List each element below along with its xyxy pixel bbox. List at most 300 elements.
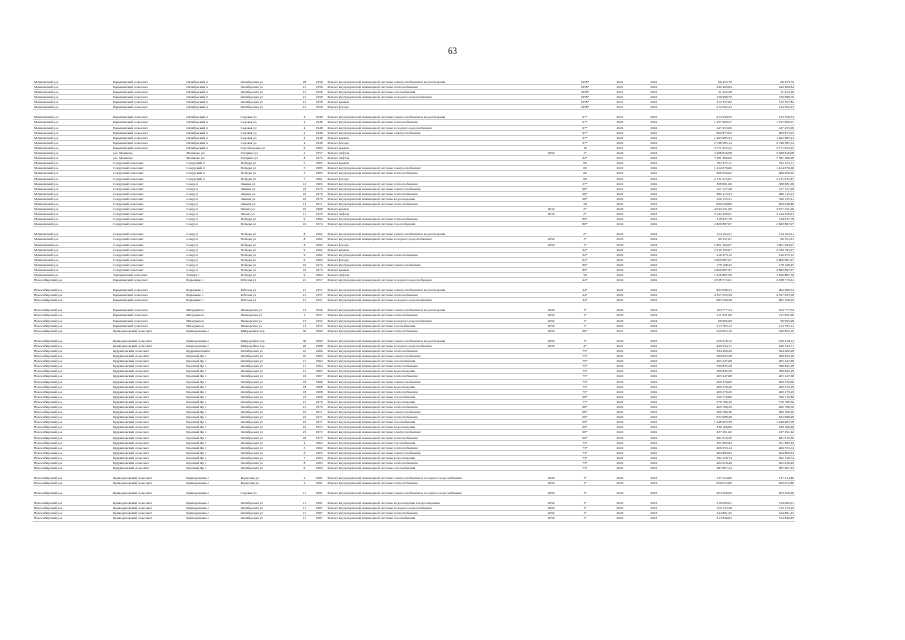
plan-start-year-cell: 2022: [603, 415, 637, 420]
col-b-cell: 44*: [567, 293, 603, 298]
locality-cell: Криводановка с: [185, 496, 239, 506]
street-cell: Октябрьская ул: [240, 415, 298, 420]
house-cell: 4: [297, 125, 312, 130]
plan-end-year-cell: 2022: [637, 445, 671, 450]
district-cell: Мошковский р-н: [33, 222, 112, 227]
cost-total-cell: 312 357,82: [671, 100, 733, 105]
district-cell: Новосибирский р-н: [33, 506, 112, 511]
col-b-cell: 1958*: [567, 85, 603, 90]
cost-total-cell: 127 127,28: [671, 186, 733, 191]
plan-end-year-cell: 2022: [637, 262, 671, 267]
locality-cell: Мичурина п: [185, 323, 239, 328]
district-cell: Мошковский р-н: [33, 217, 112, 222]
settlement-cell: Кудряшовский сельсовет: [112, 348, 185, 353]
street-cell: Чехова ул: [240, 207, 298, 212]
settlement-cell: Барышевский сельсовет: [112, 323, 185, 328]
plan-end-year-cell: 2022: [637, 176, 671, 181]
plan-end-year-cell: 2023: [637, 207, 671, 212]
plan-start-year-cell: 2022: [603, 379, 637, 384]
street-cell: Садовая ул: [240, 135, 298, 140]
settlement-cell: Криводановский сельсовет: [112, 516, 185, 521]
work-type-cell: Ремонт внутридомовой инженерной системы теплоснабжения: [326, 364, 535, 369]
district-cell: Новосибирский р-н: [33, 404, 112, 409]
col-b-cell: 92*: [567, 252, 603, 257]
work-type-cell: Ремонт крыши: [326, 161, 535, 166]
work-type-cell: Ремонт внутридомовой инженерной системы водоотведения и водоотведения: [326, 496, 535, 506]
settlement-cell: Барышевский сельсовет: [112, 125, 185, 130]
settlement-cell: Кудряшовский сельсовет: [112, 394, 185, 399]
plan-start-year-cell: 2023: [603, 486, 637, 496]
plan-start-year-cell: 2023: [603, 318, 637, 323]
locality-cell: Кудряшовский п: [185, 348, 239, 353]
plan-start-year-cell: 2021: [603, 100, 637, 105]
cost-total-cell: 226 418,12: [671, 333, 733, 343]
col-b-cell: 75*: [567, 359, 603, 364]
cost-fund-cell: 404 800,03: [733, 450, 795, 455]
plan-start-year-cell: 2021: [603, 343, 637, 348]
house-cell: 10: [297, 196, 312, 201]
plan-start-year-cell: 2023: [603, 506, 637, 511]
locality-cell: Барышево с: [185, 278, 239, 283]
year-cell: 1987: [312, 516, 327, 521]
col-b-cell: 1958*: [567, 105, 603, 110]
settlement-cell: Барышевский сельсовет: [112, 303, 185, 313]
district-cell: Новосибирский р-н: [33, 369, 112, 374]
street-cell: Пионерская ул: [240, 318, 298, 323]
cost-total-cell: 4 357 633,58: [671, 293, 733, 298]
locality-cell: Красный Яр с: [185, 425, 239, 430]
house-cell: 4: [297, 110, 312, 120]
cost-fund-cell: 632 998,48: [733, 415, 795, 420]
district-cell: Новосибирский р-н: [33, 318, 112, 323]
settlement-cell: Барышевский сельсовет: [112, 278, 185, 283]
year-cell: 1962: [312, 257, 327, 262]
work-type-cell: Ремонт внутридомовой инженерной системы теплоснабжения: [326, 191, 535, 196]
cost-total-cell: 3 771 025,22: [671, 145, 733, 150]
plan-end-year-cell: 2024: [637, 313, 671, 318]
plan-end-year-cell: 2022: [637, 348, 671, 353]
cost-total-cell: 820 049,86: [671, 201, 733, 206]
locality-cell: Сокурский п: [185, 176, 239, 181]
cost-fund-cell: 2 038 715,61: [733, 278, 795, 283]
cost-fund-cell: 312 357,82: [733, 100, 795, 105]
plan-start-year-cell: 2022: [603, 176, 637, 181]
table-row: [33, 75, 795, 85]
col-a-cell: 2050: [535, 471, 567, 481]
year-cell: 1957: [312, 283, 327, 293]
street-cell: Победы ул: [240, 217, 298, 222]
street-cell: Октябрьская ул: [240, 389, 298, 394]
locality-cell: Октябрьский п: [185, 120, 239, 125]
locality-cell: Красный Яр с: [185, 379, 239, 384]
locality-cell: Мошково рп: [185, 156, 239, 161]
cost-fund-cell: 66 995,08: [733, 318, 795, 323]
col-b-cell: 1*: [567, 496, 603, 506]
house-cell: 5: [297, 171, 312, 176]
col-b-cell: 2*: [567, 207, 603, 212]
plan-end-year-cell: 2022: [637, 156, 671, 161]
cost-total-cell: 203 456,00: [671, 486, 733, 496]
district-cell: Новосибирский р-н: [33, 450, 112, 455]
house-cell: 2: [297, 151, 312, 156]
col-a-cell: 2050: [535, 303, 567, 313]
col-b-cell: 44*: [567, 283, 603, 293]
street-cell: Октябрьская ул: [240, 399, 298, 404]
settlement-cell: Барышевский сельсовет: [112, 130, 185, 135]
district-cell: Новосибирский р-н: [33, 496, 112, 506]
plan-end-year-cell: 2022: [637, 100, 671, 105]
house-cell: 30: [297, 333, 312, 343]
cost-fund-cell: 308 681,06: [733, 181, 795, 186]
settlement-cell: Сокурский сельсовет: [112, 196, 185, 201]
year-cell: 1964: [312, 364, 327, 369]
cost-total-cell: 213 765,12: [671, 323, 733, 328]
col-b-cell: 2*: [567, 227, 603, 237]
plan-end-year-cell: 2024: [637, 303, 671, 313]
work-type-cell: Ремонт внутридомовой инженерной системы электроснабжения: [326, 410, 535, 415]
work-type-cell: Ремонт внутридомовой инженерной системы теплоснабжения: [326, 217, 535, 222]
cost-total-cell: 2 131 015,67: [671, 176, 733, 181]
cost-fund-cell: 576 796,39: [733, 399, 795, 404]
district-cell: Мошковский р-н: [33, 247, 112, 252]
plan-end-year-cell: 2022: [637, 450, 671, 455]
house-cell: 2: [297, 471, 312, 481]
work-type-cell: Ремонт лифтов: [326, 156, 535, 161]
district-cell: Мошковский р-н: [33, 145, 112, 150]
settlement-cell: р.п. Мошково: [112, 151, 185, 156]
work-type-cell: Ремонт внутридомовой инженерной системы водоотведения: [326, 196, 535, 201]
cost-total-cell: 437 291,62: [671, 430, 733, 435]
work-type-cell: Ремонт внутридомовой инженерной системы электроснабжения и холодного водоснабжения: [326, 486, 535, 496]
col-b-cell: 92*: [567, 156, 603, 161]
plan-start-year-cell: 2022: [603, 348, 637, 353]
col-b-cell: 73*: [567, 461, 603, 466]
street-cell: Садовая ул: [240, 120, 298, 125]
street-cell: Микрорайон тер: [240, 343, 298, 348]
work-type-cell: Ремонт внутридомовой инженерной системы теплоснабжения: [326, 511, 535, 516]
settlement-cell: Кудряшовский сельсовет: [112, 450, 185, 455]
locality-cell: Ташара с: [185, 273, 239, 278]
cost-fund-cell: 127 127,28: [733, 186, 795, 191]
district-cell: Мошковский р-н: [33, 252, 112, 257]
locality-cell: Красный Яр с: [185, 461, 239, 466]
col-a-cell: 2019: [535, 207, 567, 212]
col-b-cell: 1*: [567, 333, 603, 343]
col-b-cell: 27*: [567, 181, 603, 186]
work-type-cell: Ремонт крыши: [326, 247, 535, 252]
cost-total-cell: 404 800,03: [671, 450, 733, 455]
cost-total-cell: 609 875,03: [671, 130, 733, 135]
cost-fund-cell: 519 000,01: [733, 496, 795, 506]
locality-cell: Красный Яр с: [185, 466, 239, 471]
year-cell: 1981: [312, 481, 327, 486]
locality-cell: Октябрьский п: [185, 125, 239, 130]
street-cell: Гагарина ул: [240, 151, 298, 156]
street-cell: Гагарина ул: [240, 156, 298, 161]
col-b-cell: 75*: [567, 374, 603, 379]
plan-end-year-cell: 2022: [637, 217, 671, 222]
year-cell: 1987: [312, 511, 327, 516]
cost-fund-cell: 214 502,43: [733, 105, 795, 110]
house-cell: 11: [297, 511, 312, 516]
work-type-cell: Ремонт внутридомовой инженерной системы теплоснабжения: [326, 374, 535, 379]
street-cell: Рабочая ул: [240, 298, 298, 303]
col-a-cell: 2050: [535, 237, 567, 242]
cost-fund-cell: 313 846,65: [733, 516, 795, 521]
district-cell: Новосибирский р-н: [33, 425, 112, 430]
cost-fund-cell: 156 998,70: [733, 95, 795, 100]
house-cell: 8: [297, 461, 312, 466]
cost-total-cell: 156 998,70: [671, 95, 733, 100]
settlement-cell: Кудряшовский сельсовет: [112, 445, 185, 450]
cost-total-cell: 2 600 897,97: [671, 268, 733, 273]
locality-cell: Криводановка с: [185, 333, 239, 343]
cost-fund-cell: 31 452,28: [733, 90, 795, 95]
cost-fund-cell: 405 247,68: [733, 374, 795, 379]
cost-fund-cell: 400 379,69: [733, 379, 795, 384]
house-cell: 26: [297, 435, 312, 440]
plan-start-year-cell: 2022: [603, 135, 637, 140]
street-cell: Победы ул: [240, 257, 298, 262]
work-type-cell: Ремонт внутридомовой инженерной системы теплоснабжения: [326, 389, 535, 394]
page-number: 63: [448, 46, 457, 56]
plan-start-year-cell: 2021: [603, 156, 637, 161]
work-type-cell: Ремонт внутридомовой инженерной системы водоотведения: [326, 455, 535, 460]
street-cell: Победы ул: [240, 171, 298, 176]
street-cell: Октябрьская ул: [240, 404, 298, 409]
col-a-cell: 2050: [535, 343, 567, 348]
house-cell: 25: [297, 430, 312, 435]
year-cell: 1971: [312, 420, 327, 425]
year-cell: 1970: [312, 186, 327, 191]
col-b-cell: 97*: [567, 120, 603, 125]
cost-fund-cell: 154 104,21: [733, 227, 795, 237]
cost-fund-cell: 400 279,29: [733, 384, 795, 389]
cost-total-cell: 1 337 900,27: [671, 120, 733, 125]
house-cell: 4: [297, 120, 312, 125]
plan-start-year-cell: 2022: [603, 461, 637, 466]
cost-fund-cell: 399 845,28: [733, 369, 795, 374]
locality-cell: Сокур п: [185, 237, 239, 242]
settlement-cell: Барышевский сельсовет: [112, 90, 185, 95]
table-row: [33, 283, 795, 293]
settlement-cell: Сокурский сельсовет: [112, 161, 185, 166]
settlement-cell: Кудряшовский сельсовет: [112, 420, 185, 425]
cost-total-cell: 104 777,54: [671, 303, 733, 313]
house-cell: 8: [297, 237, 312, 242]
cost-fund-cell: 609 875,03: [733, 130, 795, 135]
cost-total-cell: 405 247,68: [671, 374, 733, 379]
street-cell: Победы ул: [240, 242, 298, 247]
plan-start-year-cell: 2022: [603, 161, 637, 166]
plan-end-year-cell: 2022: [637, 135, 671, 140]
col-b-cell: 1958*: [567, 95, 603, 100]
cost-fund-cell: 606 956,02: [733, 171, 795, 176]
district-cell: Новосибирский р-н: [33, 430, 112, 435]
work-type-cell: Ремонт фасада: [326, 140, 535, 145]
settlement-cell: Кудряшовский сельсовет: [112, 379, 185, 384]
cost-fund-cell: 1 414 076,66: [733, 166, 795, 171]
plan-end-year-cell: 2022: [637, 252, 671, 257]
year-cell: 1981: [312, 486, 327, 496]
plan-start-year-cell: 2023: [603, 471, 637, 481]
plan-end-year-cell: 2022: [637, 268, 671, 273]
settlement-cell: Кудряшовский сельсовет: [112, 369, 185, 374]
district-cell: Новосибирский р-н: [33, 303, 112, 313]
cost-total-cell: 3 144 456,91: [671, 212, 733, 217]
plan-end-year-cell: 2022: [637, 120, 671, 125]
plan-end-year-cell: 2022: [637, 359, 671, 364]
work-type-cell: Ремонт фасада: [326, 105, 535, 110]
plan-start-year-cell: 2022: [603, 217, 637, 222]
cost-fund-cell: 2 748 585,14: [733, 140, 795, 145]
cost-fund-cell: 620 072,80: [733, 481, 795, 486]
district-cell: Новосибирский р-н: [33, 313, 112, 318]
house-cell: 9: [297, 217, 312, 222]
house-cell: 5: [297, 161, 312, 166]
district-cell: Новосибирский р-н: [33, 293, 112, 298]
cost-fund-cell: 340 710,80: [733, 394, 795, 399]
street-cell: Рабочая ул: [240, 293, 298, 298]
col-b-cell: 75*: [567, 379, 603, 384]
plan-end-year-cell: 2023: [637, 201, 671, 206]
house-cell: 11: [297, 486, 312, 496]
district-cell: Мошковский р-н: [33, 227, 112, 237]
locality-cell: Красный Яр с: [185, 430, 239, 435]
locality-cell: Криводановка с: [185, 471, 239, 481]
col-b-cell: 1*: [567, 151, 603, 156]
settlement-cell: Сокурский сельсовет: [112, 166, 185, 171]
cost-total-cell: 247 453,00: [671, 125, 733, 130]
street-cell: Октябрьская ул: [240, 455, 298, 460]
locality-cell: Криводановка с: [185, 516, 239, 521]
settlement-cell: Криводановский сельсовет: [112, 328, 185, 333]
house-cell: 21: [297, 293, 312, 298]
table-row: [33, 496, 795, 506]
year-cell: 1956: [312, 303, 327, 313]
work-type-cell: Ремонт внутридомовой инженерной системы холодного водоснабжения: [326, 237, 535, 242]
plan-end-year-cell: 2022: [637, 354, 671, 359]
house-cell: 22: [297, 410, 312, 415]
street-cell: Садовая ул: [240, 486, 298, 496]
work-type-cell: Ремонт внутридомовой инженерной системы холодного водоснабжения: [326, 278, 535, 283]
cost-total-cell: 1 656 887,58: [671, 273, 733, 278]
district-cell: Мошковский р-н: [33, 201, 112, 206]
col-b-cell: 92*: [567, 257, 603, 262]
house-cell: 4: [297, 440, 312, 445]
col-b-cell: 56: [567, 273, 603, 278]
street-cell: Октябрьская ул: [240, 369, 298, 374]
plan-end-year-cell: 2024: [637, 323, 671, 328]
cost-fund-cell: 400 766,30: [733, 410, 795, 415]
cost-total-cell: 211 831,60: [671, 313, 733, 318]
district-cell: Новосибирский р-н: [33, 415, 112, 420]
district-cell: Новосибирский р-н: [33, 420, 112, 425]
settlement-cell: Сокурский сельсовет: [112, 191, 185, 196]
year-cell: 1981: [312, 496, 327, 506]
locality-cell: Сокурский п: [185, 171, 239, 176]
street-cell: Октябрьская ул: [240, 348, 298, 353]
plan-start-year-cell: 2022: [603, 298, 637, 303]
locality-cell: Барышево с: [185, 293, 239, 298]
settlement-cell: Криводановский сельсовет: [112, 511, 185, 516]
plan-end-year-cell: 2022: [637, 186, 671, 191]
col-a-cell: 2050: [535, 242, 567, 247]
house-cell: 2: [297, 481, 312, 486]
settlement-cell: Кудряшовский сельсовет: [112, 374, 185, 379]
street-cell: Октябрьская ул: [240, 384, 298, 389]
col-b-cell: 1*: [567, 471, 603, 481]
col-b-cell: 80*: [567, 222, 603, 227]
plan-end-year-cell: 2022: [637, 364, 671, 369]
plan-end-year-cell: 2023: [637, 212, 671, 217]
work-type-cell: Ремонт внутридомовой инженерной системы электроснабжения и водоотведения: [326, 333, 535, 343]
cost-fund-cell: 4 357 633,58: [733, 293, 795, 298]
plan-end-year-cell: 2022: [637, 298, 671, 303]
cost-fund-cell: 481 019,30: [733, 435, 795, 440]
street-cell: Октябрьская ул: [240, 420, 298, 425]
year-cell: 1970: [312, 191, 327, 196]
locality-cell: Мошково рп: [185, 151, 239, 156]
plan-start-year-cell: 2022: [603, 354, 637, 359]
work-type-cell: Ремонт внутридомовой инженерной системы электроснабжения: [326, 166, 535, 171]
year-cell: 1958: [312, 105, 327, 110]
street-cell: Октябрьская ул: [240, 425, 298, 430]
plan-end-year-cell: 2024: [637, 227, 671, 237]
work-type-cell: Ремонт внутридомовой инженерной системы теплоснабжения: [326, 328, 535, 333]
work-type-cell: Ремонт внутридомовой инженерной системы водоотведения: [326, 425, 535, 430]
plan-end-year-cell: 2022: [637, 425, 671, 430]
year-cell: 1961: [312, 176, 327, 181]
year-cell: 1948: [312, 130, 327, 135]
col-b-cell: 1*: [567, 318, 603, 323]
year-cell: 1985: [312, 166, 327, 171]
col-b-cell: 80*: [567, 268, 603, 273]
work-type-cell: Ремонт внутридомовой инженерной системы электроснабжения: [326, 450, 535, 455]
settlement-cell: Сокурский сельсовет: [112, 237, 185, 242]
district-cell: Мошковский р-н: [33, 161, 112, 166]
col-b-cell: 66*: [567, 186, 603, 191]
col-b-cell: 1*: [567, 516, 603, 521]
cost-fund-cell: 437 291,62: [733, 430, 795, 435]
cost-fund-cell: 60 351,01: [733, 237, 795, 242]
col-b-cell: 1*: [567, 511, 603, 516]
col-b-cell: 1958*: [567, 75, 603, 85]
locality-cell: Красный Яр с: [185, 415, 239, 420]
locality-cell: Сокур п: [185, 191, 239, 196]
cost-total-cell: 406 553,14: [671, 445, 733, 450]
year-cell: 1963: [312, 461, 327, 466]
street-cell: Октябрьская ул: [240, 105, 298, 110]
settlement-cell: Сокурский сельсовет: [112, 181, 185, 186]
street-cell: Микрорайон тер: [240, 333, 298, 343]
street-cell: Октябрьская ул: [240, 90, 298, 95]
cost-total-cell: 702 475,11: [671, 161, 733, 166]
street-cell: Победы ул: [240, 262, 298, 267]
year-cell: 1963: [312, 181, 327, 186]
plan-end-year-cell: 2022: [637, 328, 671, 333]
settlement-cell: Криводановский сельсовет: [112, 333, 185, 343]
street-cell: Октябрьская ул: [240, 511, 298, 516]
cost-fund-cell: 178 168,45: [733, 262, 795, 267]
col-b-cell: 58: [567, 201, 603, 206]
col-b-cell: 69*: [567, 404, 603, 409]
district-cell: Мошковский р-н: [33, 212, 112, 217]
house-cell: 21: [297, 85, 312, 90]
cost-total-cell: 60 351,01: [671, 237, 733, 242]
district-cell: Новосибирский р-н: [33, 399, 112, 404]
settlement-cell: Криводановский сельсовет: [112, 343, 185, 348]
